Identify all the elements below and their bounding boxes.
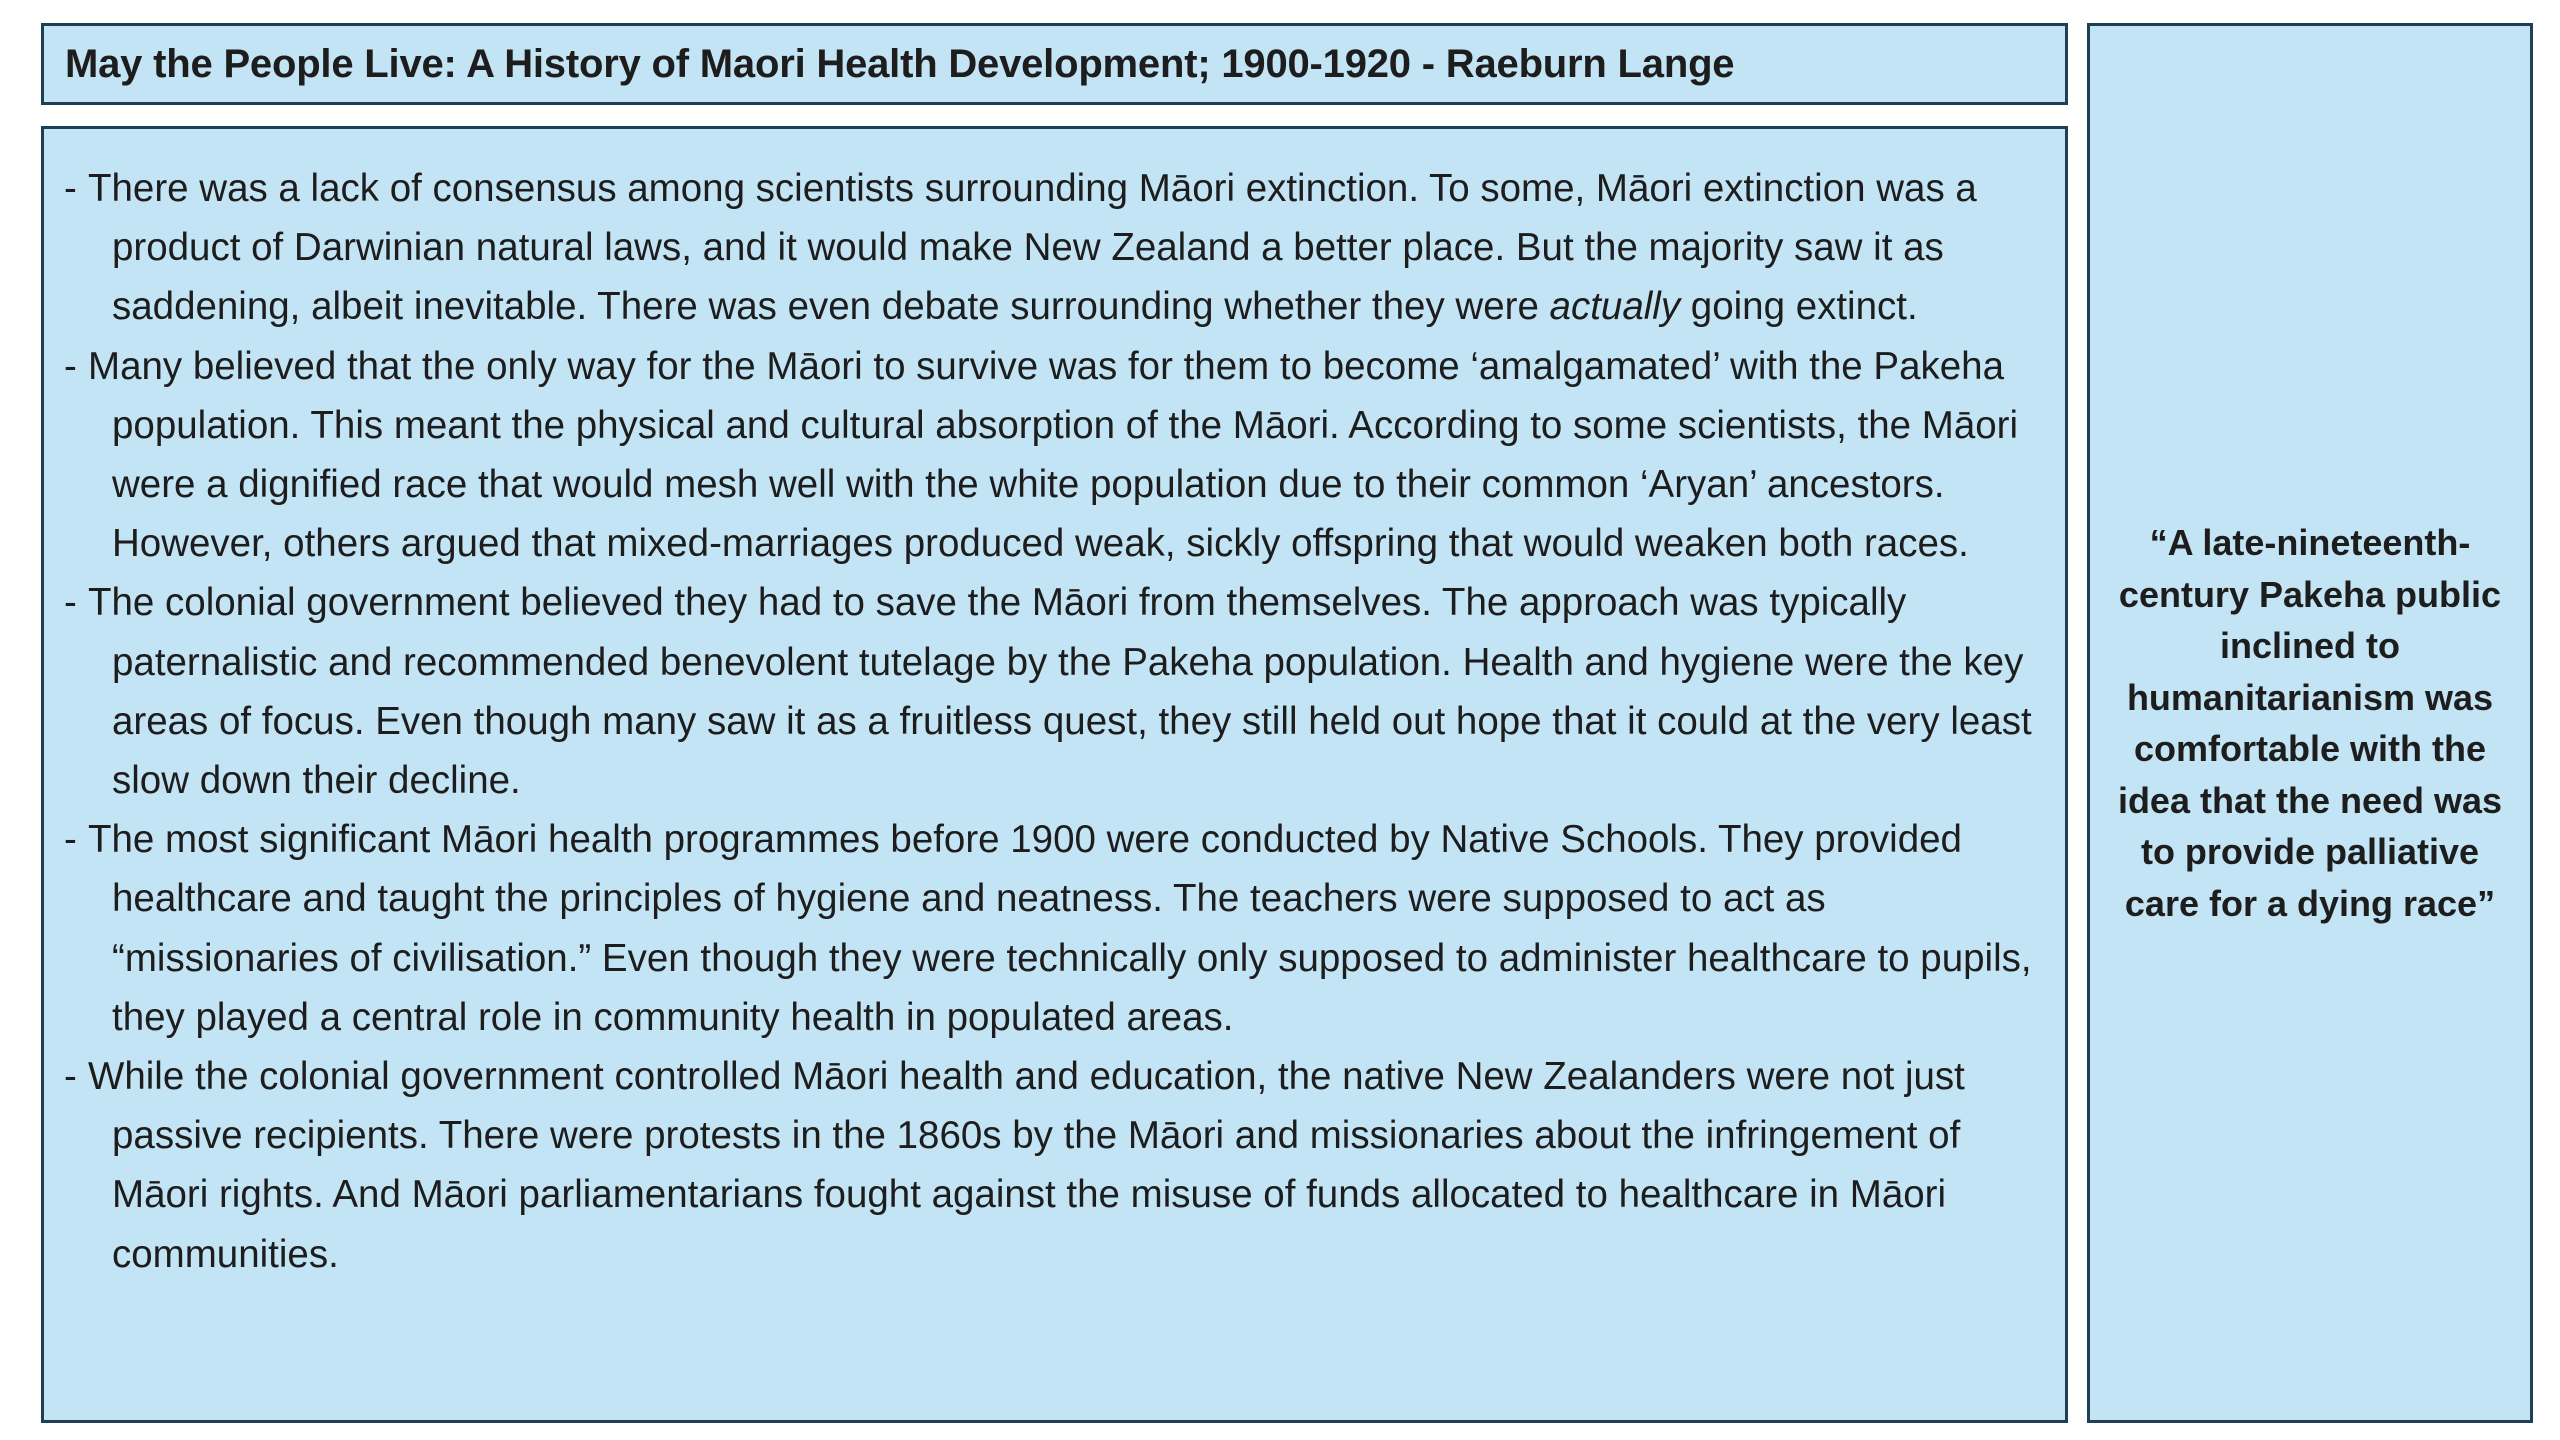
note-paragraph [64, 1047, 2045, 1284]
note-paragraph [64, 573, 2045, 810]
note-paragraph [64, 810, 2045, 1047]
note-paragraph [64, 337, 2045, 574]
note-dash: - [64, 581, 77, 625]
note-text: The most significant Māori health programmes before 1900 were conducted by Native Schools. They provided healthcare and taught the principles of hygiene and neatness. The teachers were supposed to act as “missionaries of civilisation.” Even though they were technically only supposed to administer healthcare to pupils, they played a central role in community health in populated areas. [88, 818, 2032, 1039]
note-dash: - [64, 818, 77, 862]
note-text: Many believed that the only way for the Māori to survive was for them to become ‘amalgamated’ with the Pakeha population. This meant the physical and cultural absorption of the Māori. According to some scientists, the Māori were a dignified race that would mesh well with the white population due to their common ‘Aryan’ ancestors. However, others argued that mixed-marriages produced weak, sickly offspring that would weaken both races. [88, 344, 2019, 566]
note-text: The colonial government believed they had to save the Māori from themselves. The approach was typically paternalistic and recommended benevolent tutelage by the Pakeha population. Health and hygiene were the key areas of focus. Even though many saw it as a fruitless quest, they still held out hope that it could at the very least slow down their decline. [88, 581, 2032, 803]
notes-box [41, 126, 2068, 1423]
note-emphasis: actually [1549, 285, 1681, 329]
note-dash: - [64, 344, 77, 388]
note-text: While the colonial government controlled Māori health and education, the native New Zealanders were not just passive recipients. There were protests in the 1860s by the Māori and missionaries about the infringement of Māori rights. And Māori parliamentarians fought against the misuse of funds allocated to healthcare in Māori communities. [88, 1055, 1965, 1276]
title-box [41, 23, 2068, 105]
note-dash: - [64, 167, 77, 210]
quote-box [2087, 23, 2533, 1423]
note-paragraph [64, 159, 2045, 337]
note-dash: - [64, 1055, 77, 1099]
note-text-end: going extinct. [1680, 285, 1918, 329]
note-text: There was a lack of consensus among scientists surrounding Māori extinction. To some, Māori extinction was a product of Darwinian natural laws, and it would make New Zealand a better place. But the majority saw it as saddening, albeit inevitable. There was even debate surrounding whether they were [88, 167, 1977, 329]
pull-quote: “A late-nineteenth-century Pakeha public inclined to humanitarianism was comfortable with the idea that the need was to provide palliative care for a dying race” [2117, 522, 2503, 924]
document-title: May the People Live: A History of Maori Health Development; 1900-1920 - Raeburn Lange [65, 41, 1735, 86]
